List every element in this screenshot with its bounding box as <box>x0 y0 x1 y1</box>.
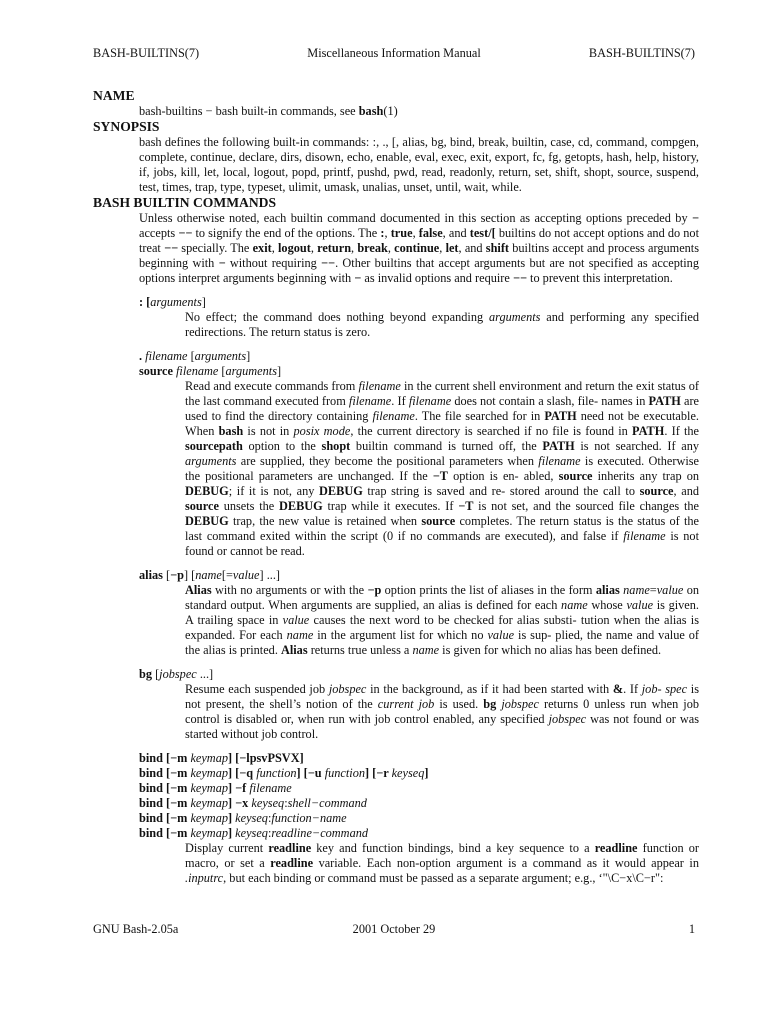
header-left: BASH-BUILTINS(7) <box>93 46 200 60</box>
bg-command-description: Resume each suspended job jobspec in the background, as if it had been started with &. If job- spec is not present, the shell’s notion of the current job is used. bg jobspec returns 0 unless run when job control is disabled or, when run with job control enabled, any specified jobspec was not found or was started without job control. <box>185 682 699 741</box>
alias-command-signature: alias [−p] [name[=value] ...] <box>139 568 281 582</box>
footer-page-number: 1 <box>688 922 695 936</box>
colon-command-description: No effect; the command does nothing beyond expanding arguments and performing any specified redirections. The return status is zero. <box>185 310 699 339</box>
bind-signature-4: bind [−m keymap] −x keyseq:shell−command <box>139 796 367 810</box>
bind-signature-3: bind [−m keymap] −f filename <box>139 781 292 795</box>
bg-command-signature: bg [jobspec ...] <box>139 667 214 681</box>
name-text: bash-builtins − bash built-in commands, see bash(1) <box>139 104 398 118</box>
bind-signature-5: bind [−m keymap] keyseq:function−name <box>139 811 347 825</box>
page-header <box>93 46 695 62</box>
bind-signature-6: bind [−m keymap] keyseq:readline−command <box>139 826 369 840</box>
footer-left: GNU Bash-2.05a <box>93 922 179 936</box>
dot-command-signature: . filename [arguments] <box>139 349 251 363</box>
section-heading-builtin-commands: BASH BUILTIN COMMANDS <box>93 195 277 210</box>
bind-signature-2: bind [−m keymap] [−q function] [−u function] [−r keyseq] <box>139 766 429 780</box>
colon-command-signature: : [arguments] <box>139 295 206 309</box>
page-footer <box>93 922 695 938</box>
bind-command-description: Display current readline key and function bindings, bind a key sequence to a readline function or macro, or set a readline variable. Each non-option argument is a command as it would appear in .inputrc, but each binding or command must be passed as a separate argument; e.g., ‘"\C−x\C−r": <box>185 841 699 885</box>
alias-command-description: Alias with no arguments or with the −p option prints the list of aliases in the form alias name=value on standard output. When arguments are supplied, an alias is defined for each name whose value is given. A trailing space in value causes the next word to be checked for alias substi- tution when the alias is expanded. For each name in the argument list for which no value is sup- plied, the name and value of the alias is printed. Alias returns true unless a name is given for which no alias has been defined. <box>185 583 700 657</box>
bind-signature-1: bind [−m keymap] [−lpsvPSVX] <box>139 751 304 765</box>
source-command-signature: source filename [arguments] <box>139 364 282 378</box>
man-page-content <box>93 88 699 886</box>
section-heading-synopsis: SYNOPSIS <box>93 119 160 134</box>
header-right: BASH-BUILTINS(7) <box>588 46 695 60</box>
intro-paragraph: Unless otherwise noted, each builtin command documented in this section as accepting options preceded by − accepts −− to signify the end of the options. The :, true, false, and test/[ builtins do not accept options and do not treat −− specially. The exit, logout, return, break, continue, let, and shift builtins accept and process arguments beginning with − without requiring −−. Other builtins that accept arguments but are not specified as accepting options interpret arguments beginning with − as invalid options and require −− to prevent this interpretation. <box>139 211 700 285</box>
synopsis-text: bash defines the following built-in commands: :, ., [, alias, bg, bind, break, builtin, case, cd, command, compgen, complete, continue, declare, dirs, disown, echo, enable, eval, exec, exit, export, fc, fg, getopts, hash, help, history, if, jobs, kill, let, local, logout, popd, printf, pushd, pwd, read, readonly, return, set, shift, shopt, source, suspend, test, times, trap, type, typeset, ulimit, umask, unalias, unset, until, wait, while. <box>139 135 699 194</box>
section-heading-name: NAME <box>93 88 135 103</box>
footer-center: 2001 October 29 <box>352 922 436 936</box>
header-center: Miscellaneous Information Manual <box>307 46 481 60</box>
source-command-description: Read and execute commands from filename in the current shell environment and return the exit status of the last command executed from filename. If filename does not contain a slash, file- names in PATH are used to find the directory containing filename. The file searched for in PATH need not be executable. When bash is not in posix mode, the current directory is searched if no file is found in PATH. If the sourcepath option to the shopt builtin command is turned off, the PATH is not searched. If any arguments are supplied, they become the positional parameters when filename is executed. Otherwise the positional parameters are unchanged. If the −T option is en- abled, source inherits any trap on DEBUG; if it is not, any DEBUG trap string is saved and re- stored around the call to source, and source unsets the DEBUG trap while it executes. If −T is not set, and the sourced file changes the DEBUG trap, the new value is retained when source completes. The return status is the status of the last command exited within the script (0 if no commands are executed), and false if filename is not found or cannot be read. <box>185 379 700 558</box>
